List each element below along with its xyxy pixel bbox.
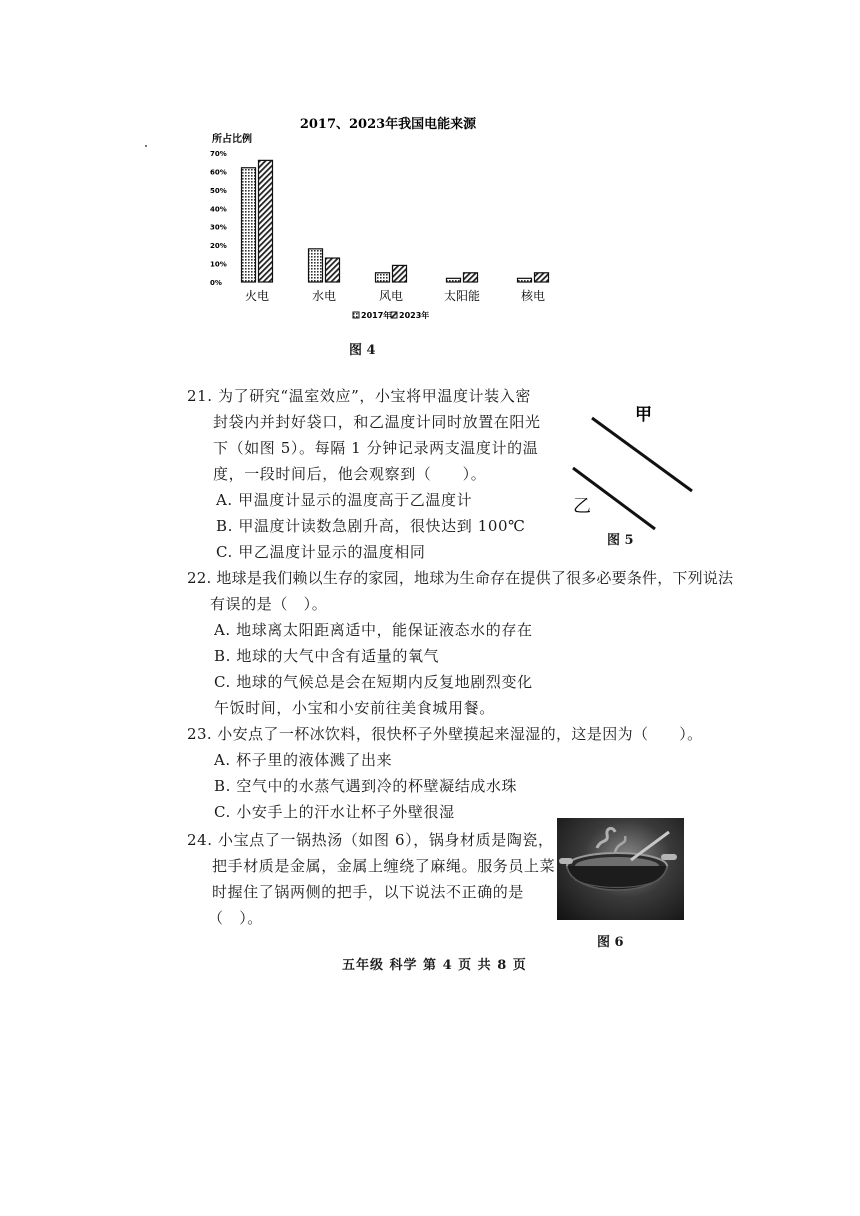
- y-tick-label: 70%: [210, 150, 227, 158]
- bar-chart: [200, 112, 580, 334]
- bar-2017: [447, 278, 461, 282]
- q22-option-b: B. 地球的大气中含有适量的氧气: [214, 647, 440, 665]
- y-axis-label: 所占比例: [212, 134, 252, 145]
- label-yi: 乙: [573, 496, 591, 517]
- q21-line-1: 21. 为了研究“温室效应”，小宝将甲温度计装入密: [187, 387, 531, 405]
- q24-line-4: （ ）。: [208, 909, 263, 927]
- bar-2023: [259, 160, 273, 282]
- q24-line-2: 把手材质是金属，金属上缠绕了麻绳。服务员上菜: [212, 857, 556, 875]
- figure-5-caption: 图 5: [607, 533, 634, 548]
- figure-6-caption: 图 6: [597, 935, 624, 950]
- q23-line-1: 23. 小安点了一杯冰饮料，很快杯子外壁摸起来湿湿的，这是因为（ ）。: [187, 725, 703, 743]
- figure-5-thermometers: [560, 398, 700, 548]
- x-category-label: 火电: [244, 289, 270, 303]
- bar-2023: [535, 273, 549, 282]
- legend-label: 2023年: [399, 311, 430, 320]
- label-jia: 甲: [635, 405, 652, 425]
- legend-swatch: [353, 312, 359, 318]
- bar-2017: [309, 249, 323, 282]
- q22-option-a: A. 地球离太阳距离适中，能保证液态水的存在: [214, 621, 533, 639]
- y-tick-label: 10%: [210, 260, 227, 269]
- y-tick-label: 0%: [210, 279, 222, 287]
- q23-option-b: B. 空气中的水蒸气遇到冷的杯壁凝结成水珠: [214, 777, 518, 795]
- q24-line-1: 24. 小宝点了一锅热汤（如图 6），锅身材质是陶瓷，: [187, 831, 554, 849]
- y-tick-label: 20%: [210, 242, 227, 251]
- q22-line-2: 有误的是（ ）。: [210, 595, 328, 613]
- scan-speck: [145, 145, 147, 147]
- y-tick-label: 60%: [210, 168, 227, 177]
- y-tick-label: 50%: [210, 186, 227, 195]
- legend-label: 2017年: [361, 311, 392, 320]
- q23-option-a: A. 杯子里的液体溅了出来: [214, 751, 393, 769]
- x-category-label: 太阳能: [443, 289, 481, 303]
- figure-4-caption: 图 4: [349, 343, 376, 358]
- q21-option-b: B. 甲温度计读数急剧升高，很快达到 100℃: [216, 517, 526, 535]
- chart-title: 2017、2023年我国电能来源: [299, 117, 477, 132]
- figure-6-hot-pot-photo: [557, 818, 684, 920]
- page-footer: 五年级 科学 第 4 页 共 8 页: [342, 958, 527, 973]
- q21-line-4: 度，一段时间后，他会观察到（ ）。: [213, 465, 487, 483]
- q22-line-1: 22. 地球是我们赖以生存的家园，地球为生命存在提供了很多必要条件，下列说法: [187, 569, 734, 587]
- q22-option-c: C. 地球的气候总是会在短期内反复地剧烈变化: [214, 673, 533, 691]
- x-category-label: 风电: [378, 289, 404, 303]
- q24-line-3: 时握住了锅两侧的把手，以下说法不正确的是: [212, 883, 525, 901]
- q21-option-a: A. 甲温度计显示的温度高于乙温度计: [216, 491, 473, 509]
- x-category-label: 核电: [520, 289, 546, 303]
- bar-2023: [326, 258, 340, 282]
- lunch-intro: 午饭时间，小宝和小安前往美食城用餐。: [214, 699, 495, 717]
- thermometer-jia: [592, 418, 692, 491]
- y-tick-label: 30%: [210, 223, 227, 232]
- y-tick-label: 40%: [210, 205, 227, 214]
- bar-2023: [393, 265, 407, 282]
- q21-line-3: 下（如图 5）。每隔 1 分钟记录两支温度计的温: [213, 439, 539, 457]
- bar-2017: [242, 168, 256, 282]
- legend-swatch: [391, 312, 397, 318]
- bar-2023: [464, 273, 478, 282]
- q21-line-2: 封袋内并封好袋口，和乙温度计同时放置在阳光: [213, 413, 541, 431]
- bar-2017: [376, 273, 390, 282]
- bar-2017: [518, 278, 532, 282]
- q23-option-c: C. 小安手上的汗水让杯子外壁很湿: [214, 803, 455, 821]
- q21-option-c: C. 甲乙温度计显示的温度相同: [216, 543, 426, 561]
- x-category-label: 水电: [311, 289, 337, 303]
